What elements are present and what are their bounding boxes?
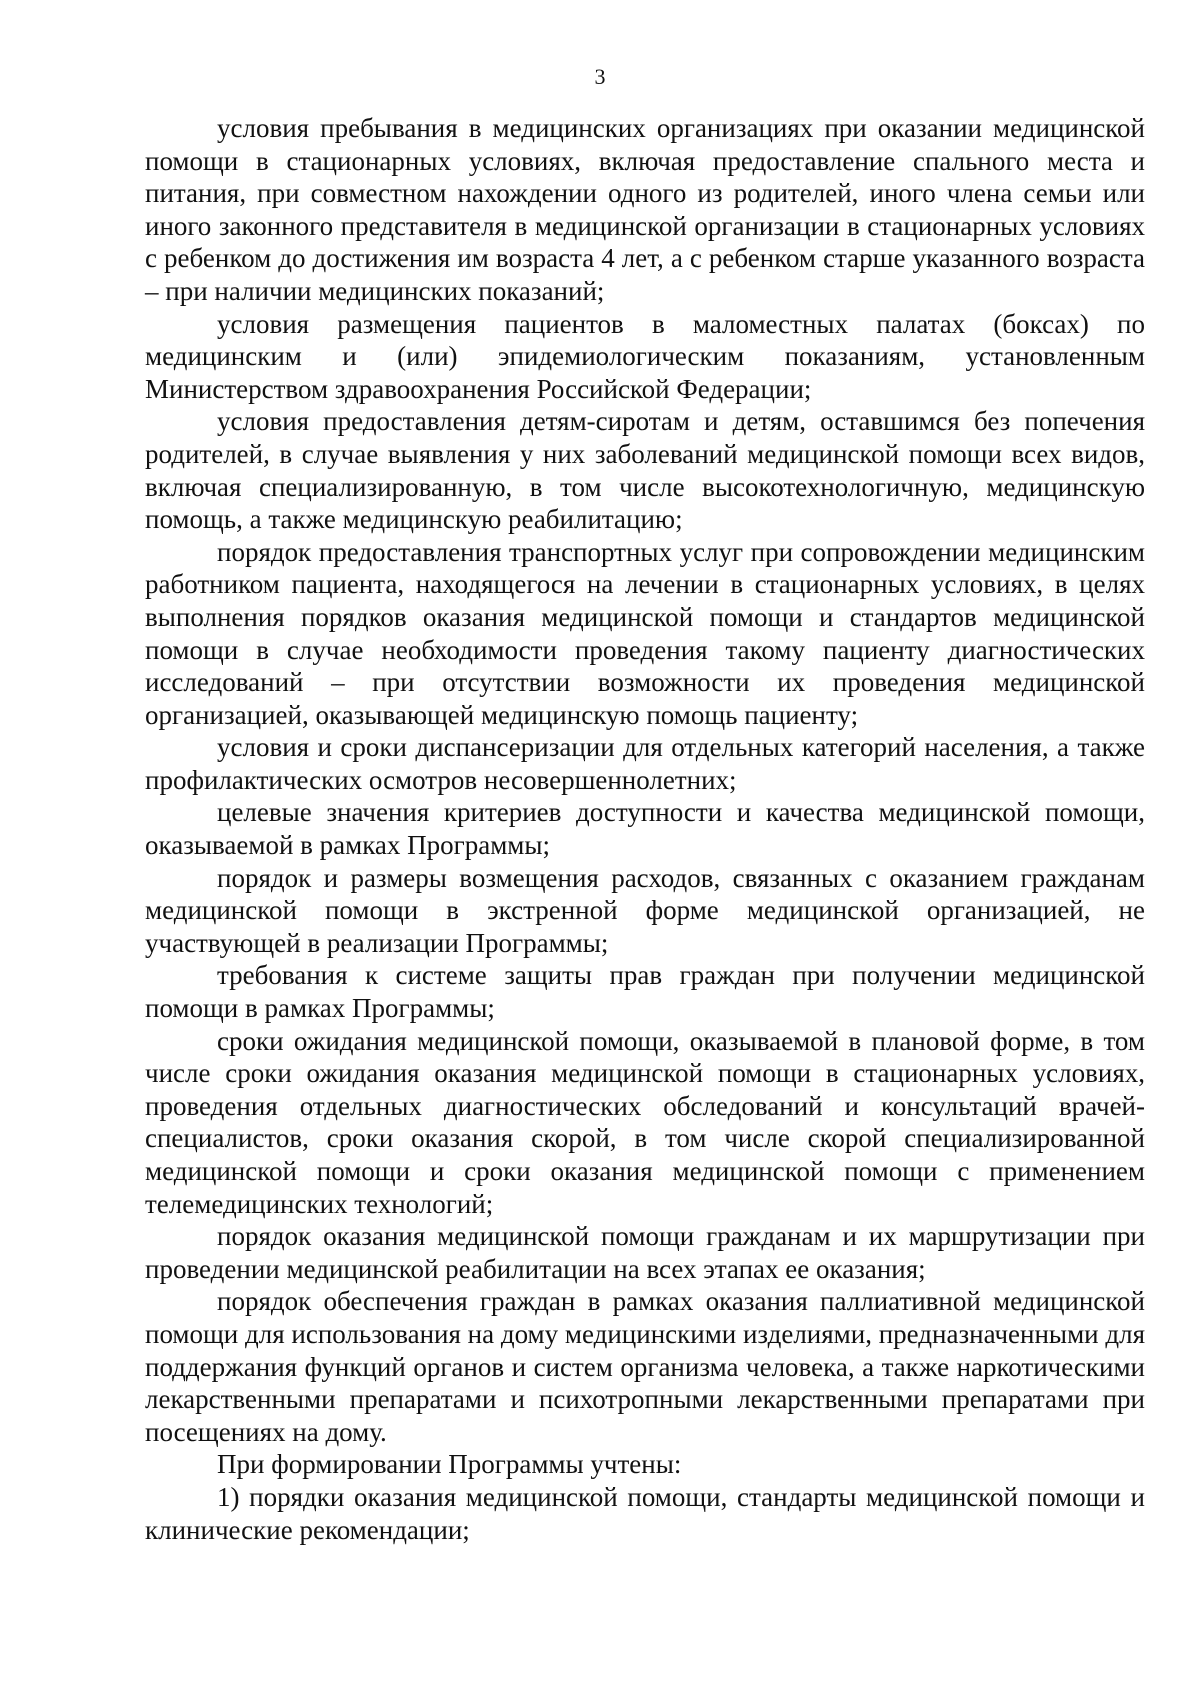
paragraph-target-criteria: целевые значения критериев доступности и качества медицинской помощи, оказываемой в рамках Программы; — [145, 797, 1145, 861]
page-number: 3 — [594, 64, 606, 89]
paragraph-item-1: 1) порядки оказания медицинской помощи, стандарты медицинской помощи и клинические рекомендации; — [145, 1481, 1145, 1545]
paragraph-palliative-care: порядок обеспечения граждан в рамках оказания паллиативной медицинской помощи для использования на дому медицинскими изделиями, предназначенными для поддержания функций органов и систем организма человека, а также наркотическими лекарственными препаратами и психотропными лекарственными препаратами при посещениях на дому. — [145, 1286, 1145, 1447]
paragraph-ward-placement: условия размещения пациентов в маломестных палатах (боксах) по медицинским и (или) эпидемиологическим показаниям, установленным Министерством здравоохранения Российской Федерации; — [145, 308, 1145, 404]
paragraph-program-considered: При формировании Программы учтены: — [217, 1449, 682, 1480]
paragraph-waiting-times: сроки ожидания медицинской помощи, оказываемой в плановой форме, в том числе сроки ожидания оказания медицинской помощи в стационарных условиях, проведения отдельных диагностических обследований и консультаций врачей-специалистов, сроки оказания скорой, в том числе скорой специализированной медицинской помощи и сроки оказания медицинской помощи с применением телемедицинских технологий; — [145, 1025, 1145, 1219]
paragraph-transport-services: порядок предоставления транспортных услуг при сопровождении медицинским работником пациента, находящегося на лечении в стационарных условиях, в целях выполнения порядков оказания медицинской помощи и стандартов медицинской помощи в случае необходимости проведения такому пациенту диагностических исследований – при отсутствии возможности их проведения медицинской организацией, оказывающей медицинскую помощь пациенту; — [145, 536, 1145, 730]
document-body — [145, 112, 1145, 1546]
paragraph-expense-reimbursement: порядок и размеры возмещения расходов, связанных с оказанием гражданам медицинской помощи в экстренной форме медицинской организацией, не участвующей в реализации Программы; — [145, 862, 1145, 958]
paragraph-rights-protection: требования к системе защиты прав граждан при получении медицинской помощи в рамках Программы; — [145, 960, 1145, 1024]
paragraph-dispensarization: условия и сроки диспансеризации для отдельных категорий населения, а также профилактических осмотров несовершеннолетних; — [145, 732, 1145, 795]
paragraph-stay-conditions: условия пребывания в медицинских организациях при оказании медицинской помощи в стационарных условиях, включая предоставление спального места и питания, при совместном нахождении одного из родителей, иного члена семьи или иного законного представителя в медицинской организации в стационарных условиях с ребенком до достижения им возраста 4 лет, а с ребенком старше указанного возраста – при наличии медицинских показаний; — [145, 113, 1145, 306]
paragraph-rehabilitation-routing: порядок оказания медицинской помощи гражданам и их маршрутизации при проведении медицинской реабилитации на всех этапах ее оказания; — [145, 1221, 1145, 1284]
paragraph-orphans-care: условия предоставления детям-сиротам и детям, оставшимся без попечения родителей, в случае выявления у них заболеваний медицинской помощи всех видов, включая специализированную, в том числе высокотехнологичную, медицинскую помощь, а также медицинскую реабилитацию; — [145, 406, 1145, 535]
